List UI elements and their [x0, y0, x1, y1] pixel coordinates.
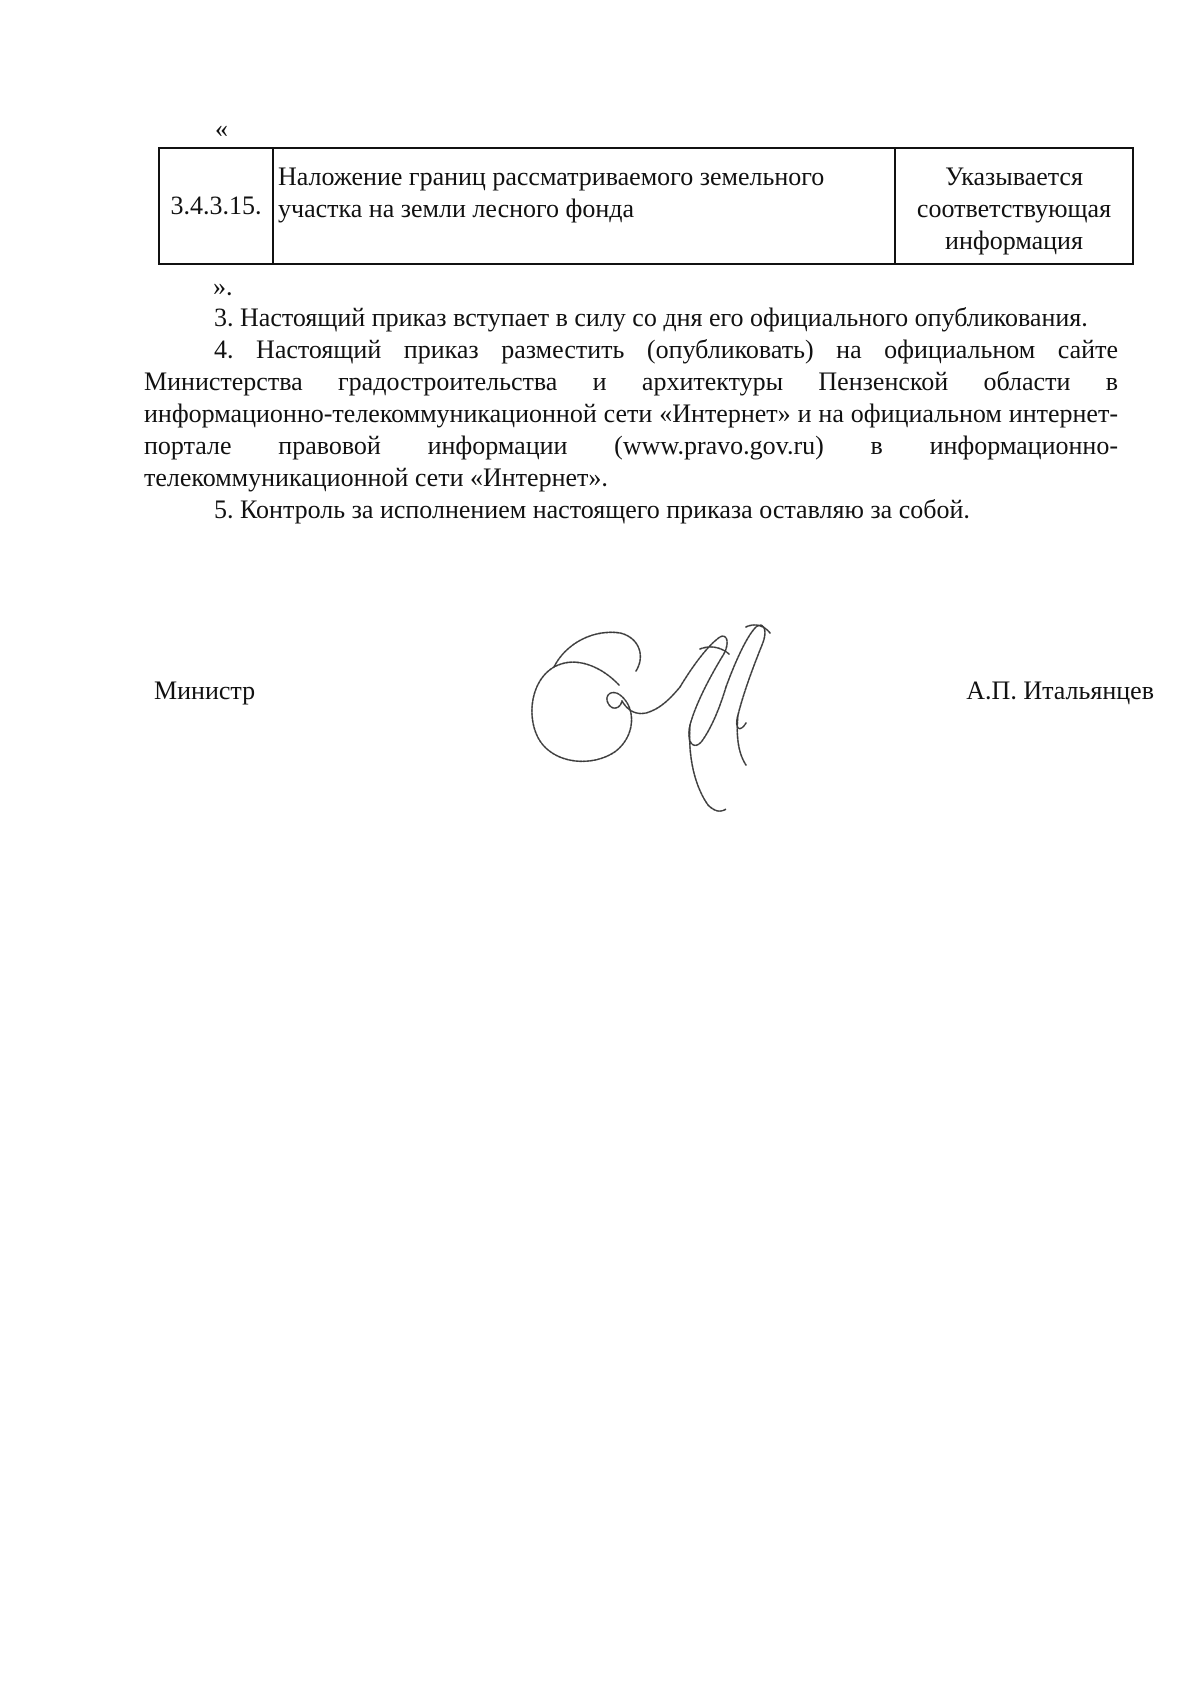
signature-block — [144, 615, 1154, 815]
amendment-table — [158, 147, 1134, 265]
table-row — [159, 148, 1133, 264]
handwritten-signature-icon — [524, 615, 784, 815]
order-body — [144, 302, 1118, 526]
table-cell-note: Указывается соответствующая информация — [895, 148, 1133, 264]
paragraph-4: 4. Настоящий приказ разместить (опубликовать) на официальном сайте Министерства градостроительства и архитектуры Пензенской области в информационно-телекоммуникационной сети «Интернет» и на официальном интернет-портале правовой информации (www.pravo.gov.ru) в информационно-телекоммуникационной сети «Интернет». — [144, 335, 1118, 492]
table-cell-description: Наложение границ рассматриваемого земельного участка на земли лесного фонда — [273, 148, 895, 264]
signatory-name: А.П. Итальянцев — [966, 676, 1154, 705]
paragraph-5: 5. Контроль за исполнением настоящего приказа оставляю за собой. — [214, 495, 970, 524]
closing-quote: ». — [213, 272, 233, 301]
paragraph-3: 3. Настоящий приказ вступает в силу со дня его официального опубликования. — [214, 303, 1088, 332]
table-cell-number: 3.4.3.15. — [159, 148, 273, 264]
signatory-role: Министр — [154, 676, 256, 705]
opening-quote: « — [215, 114, 228, 143]
